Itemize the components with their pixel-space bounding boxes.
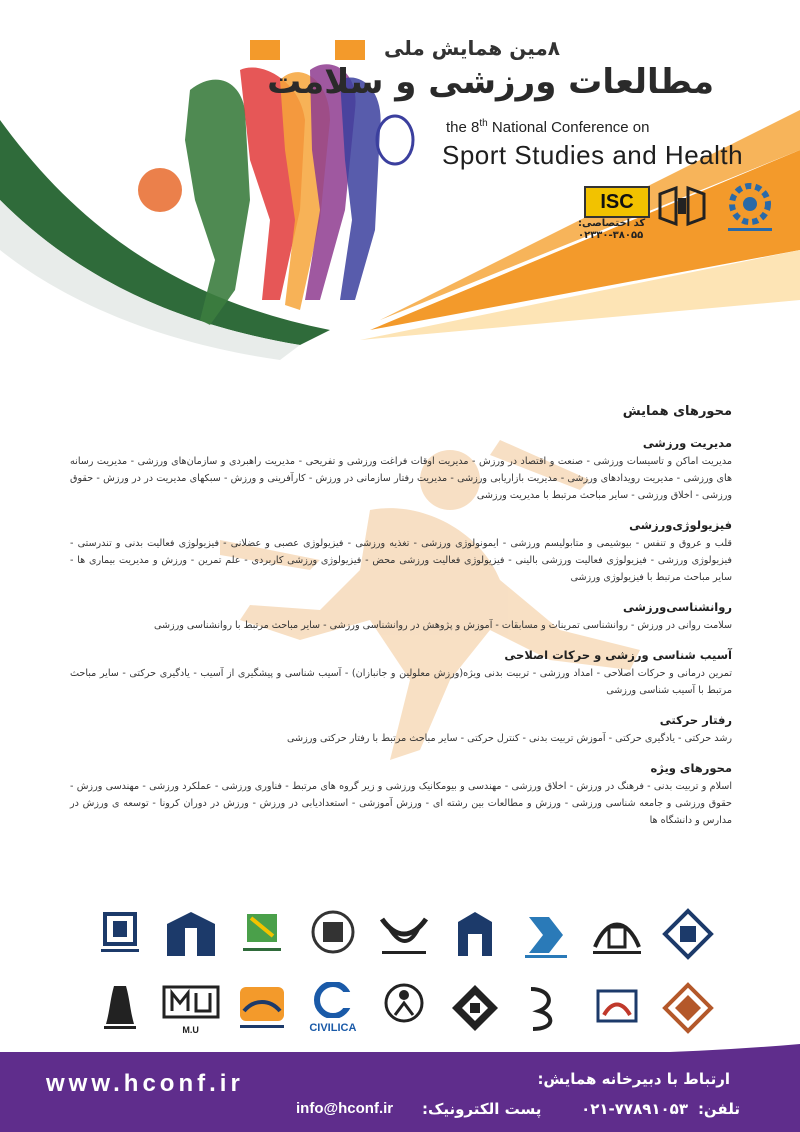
title-fa-line2: مطالعات ورزشی و سلامت: [267, 62, 714, 102]
university-logo-4: [297, 902, 368, 966]
title-en-number: 8: [471, 119, 480, 136]
title-en-sup: th: [479, 118, 488, 129]
university-logo-8: [582, 902, 653, 966]
title-en-main: Sport Studies and Health: [442, 140, 744, 170]
isc-logo: ISC: [584, 186, 650, 218]
topic-text: تمرین درمانی و حرکات اصلاحی - امداد ورزشی - تربیت بدنی ویژه(ورزش معلولین و جانبازان) - آسیب شناسی و پیشگیری از آسیب - یادگیری حرکتی - سایر مباحث مرتبط با آسیب شناسی ورزشی: [70, 668, 732, 696]
code-value: ۰۲۳۳۰-۳۸۰۵۵: [578, 230, 644, 241]
university-logo-1: [84, 902, 155, 966]
topic-text: سلامت روانی در ورزش - روانشناسی تمرینات و مسابقات - آموزش و پژوهش در روانشناسی ورزشی - سایر مباحث مرتبط با روانشناسی ورزشی: [153, 620, 732, 631]
topic-title: محورهای ویژه: [650, 761, 732, 775]
topic-text: رشد حرکتی - یادگیری حرکتی - آموزش تربیت بدنی - کنترل حرکتی - سایر مباحث مرتبط با رفتار حرکتی ورزشی: [287, 733, 732, 744]
title-fa-line1: ۸مین همایش ملی: [383, 36, 560, 60]
university-logo-7: [511, 902, 582, 966]
topic-text: اسلام و تربیت بدنی - فرهنگ در ورزش - اخلاق ورزشی - مهندسی و بیومکانیک ورزشی و زیر گروه های مرتبط - فناوری ورزشی - عملکرد ورزشی - مهندسی ورزش - حقوق ورزشی و جامعه شناسی ورزشی - ورزش و مطالعات بین رشته ای - ورزش آموزشی - استعدادیابی در ورزش - ورزش در دوران کرونا - توسعه ی ورزش در مدارس و دانشگاه ها: [70, 781, 732, 826]
code-label: کد اختصاصی:: [578, 218, 646, 229]
partner-logos: [84, 902, 724, 1042]
topic-corrective-exercise: [70, 648, 732, 699]
title-en-rest: National Conference on: [491, 119, 650, 136]
topic-title: آسیب شناسی ورزشی و حرکات اصلاحی: [504, 648, 732, 662]
topic-exercise-physiology: [70, 518, 732, 586]
topic-text: مدیریت اماکن و تاسیسات ورزشی - صنعت و اقتصاد در ورزش - مدیریت اوقات فراغت ورزشی و تفریحی - مدیریت راهبردی و سازمان‌های ورزشی - مدیریت رسانه های ورزشی - مدیریت رویدادهای ورزشی - مدیریت بازاریابی ورزشی - مدیریت رفتار سازمانی در ورزش - کارآفرینی و ورزش - سبکهای مدیریت در در ورزش - حقوق ورزشی - اخلاق ورزشی - سایر مباحث مرتبط با مدیریت ورزشی: [70, 456, 732, 501]
topic-motor-behavior: [70, 713, 732, 747]
title-en-the: the: [446, 119, 467, 136]
research-center-logo: [722, 180, 778, 236]
title-en-line1: [446, 118, 650, 136]
topic-title: رفتار حرکتی: [659, 713, 732, 727]
mu-label: M.U: [182, 1025, 199, 1035]
topic-text: قلب و عروق و تنفس - بیوشیمی و متابولیسم ورزشی - ایمونولوژی ورزشی - تغذیه ورزشی - فیزیولوژی عصبی و عضلانی - فیزیولوژی فعالیت بدنی و تندرستی - فیزیولوژی ورزشی - فیزیولوژی فعالیت ورزشی بالینی - فیزیولوژی فعالیت ورزشی محض - فیزیولوژی ورزشی کاربردی - علم تمرین - ورزش و مدیریت بیماری ها - سایر مباحث مرتبط با فیزیولوژی ورزشی: [70, 538, 732, 583]
institute-logo: [652, 180, 712, 232]
phone-label: تلفن:: [697, 1100, 740, 1118]
contact-label: ارتباط با دبیرخانه همایش:: [537, 1070, 730, 1088]
topic-sport-management: [70, 436, 732, 504]
university-logo-6: [440, 902, 511, 966]
university-logo-5: [368, 902, 439, 966]
phone-value: ۰۲۱-۷۷۸۹۱۰۵۳: [581, 1100, 688, 1118]
website-link[interactable]: www.hconf.ir: [46, 1070, 244, 1097]
topic-title: روانشناسی‌ورزشی: [622, 600, 732, 614]
topic-title: مدیریت ورزشی: [642, 436, 732, 450]
university-logo-2: [155, 902, 226, 966]
topic-special: [70, 761, 732, 829]
civilica-label: CIVILICA: [309, 1022, 357, 1034]
email-label: پست الکترونیک:: [422, 1100, 542, 1118]
topics-list: [70, 436, 732, 843]
university-logo-3: [226, 902, 297, 966]
section-title: محورهای همایش: [622, 404, 732, 419]
email-link[interactable]: info@hconf.ir: [296, 1100, 394, 1117]
university-logo-9: [653, 902, 724, 966]
topic-sport-psychology: [70, 600, 732, 634]
topic-title: فیزیولوژی‌ورزشی: [629, 518, 732, 532]
